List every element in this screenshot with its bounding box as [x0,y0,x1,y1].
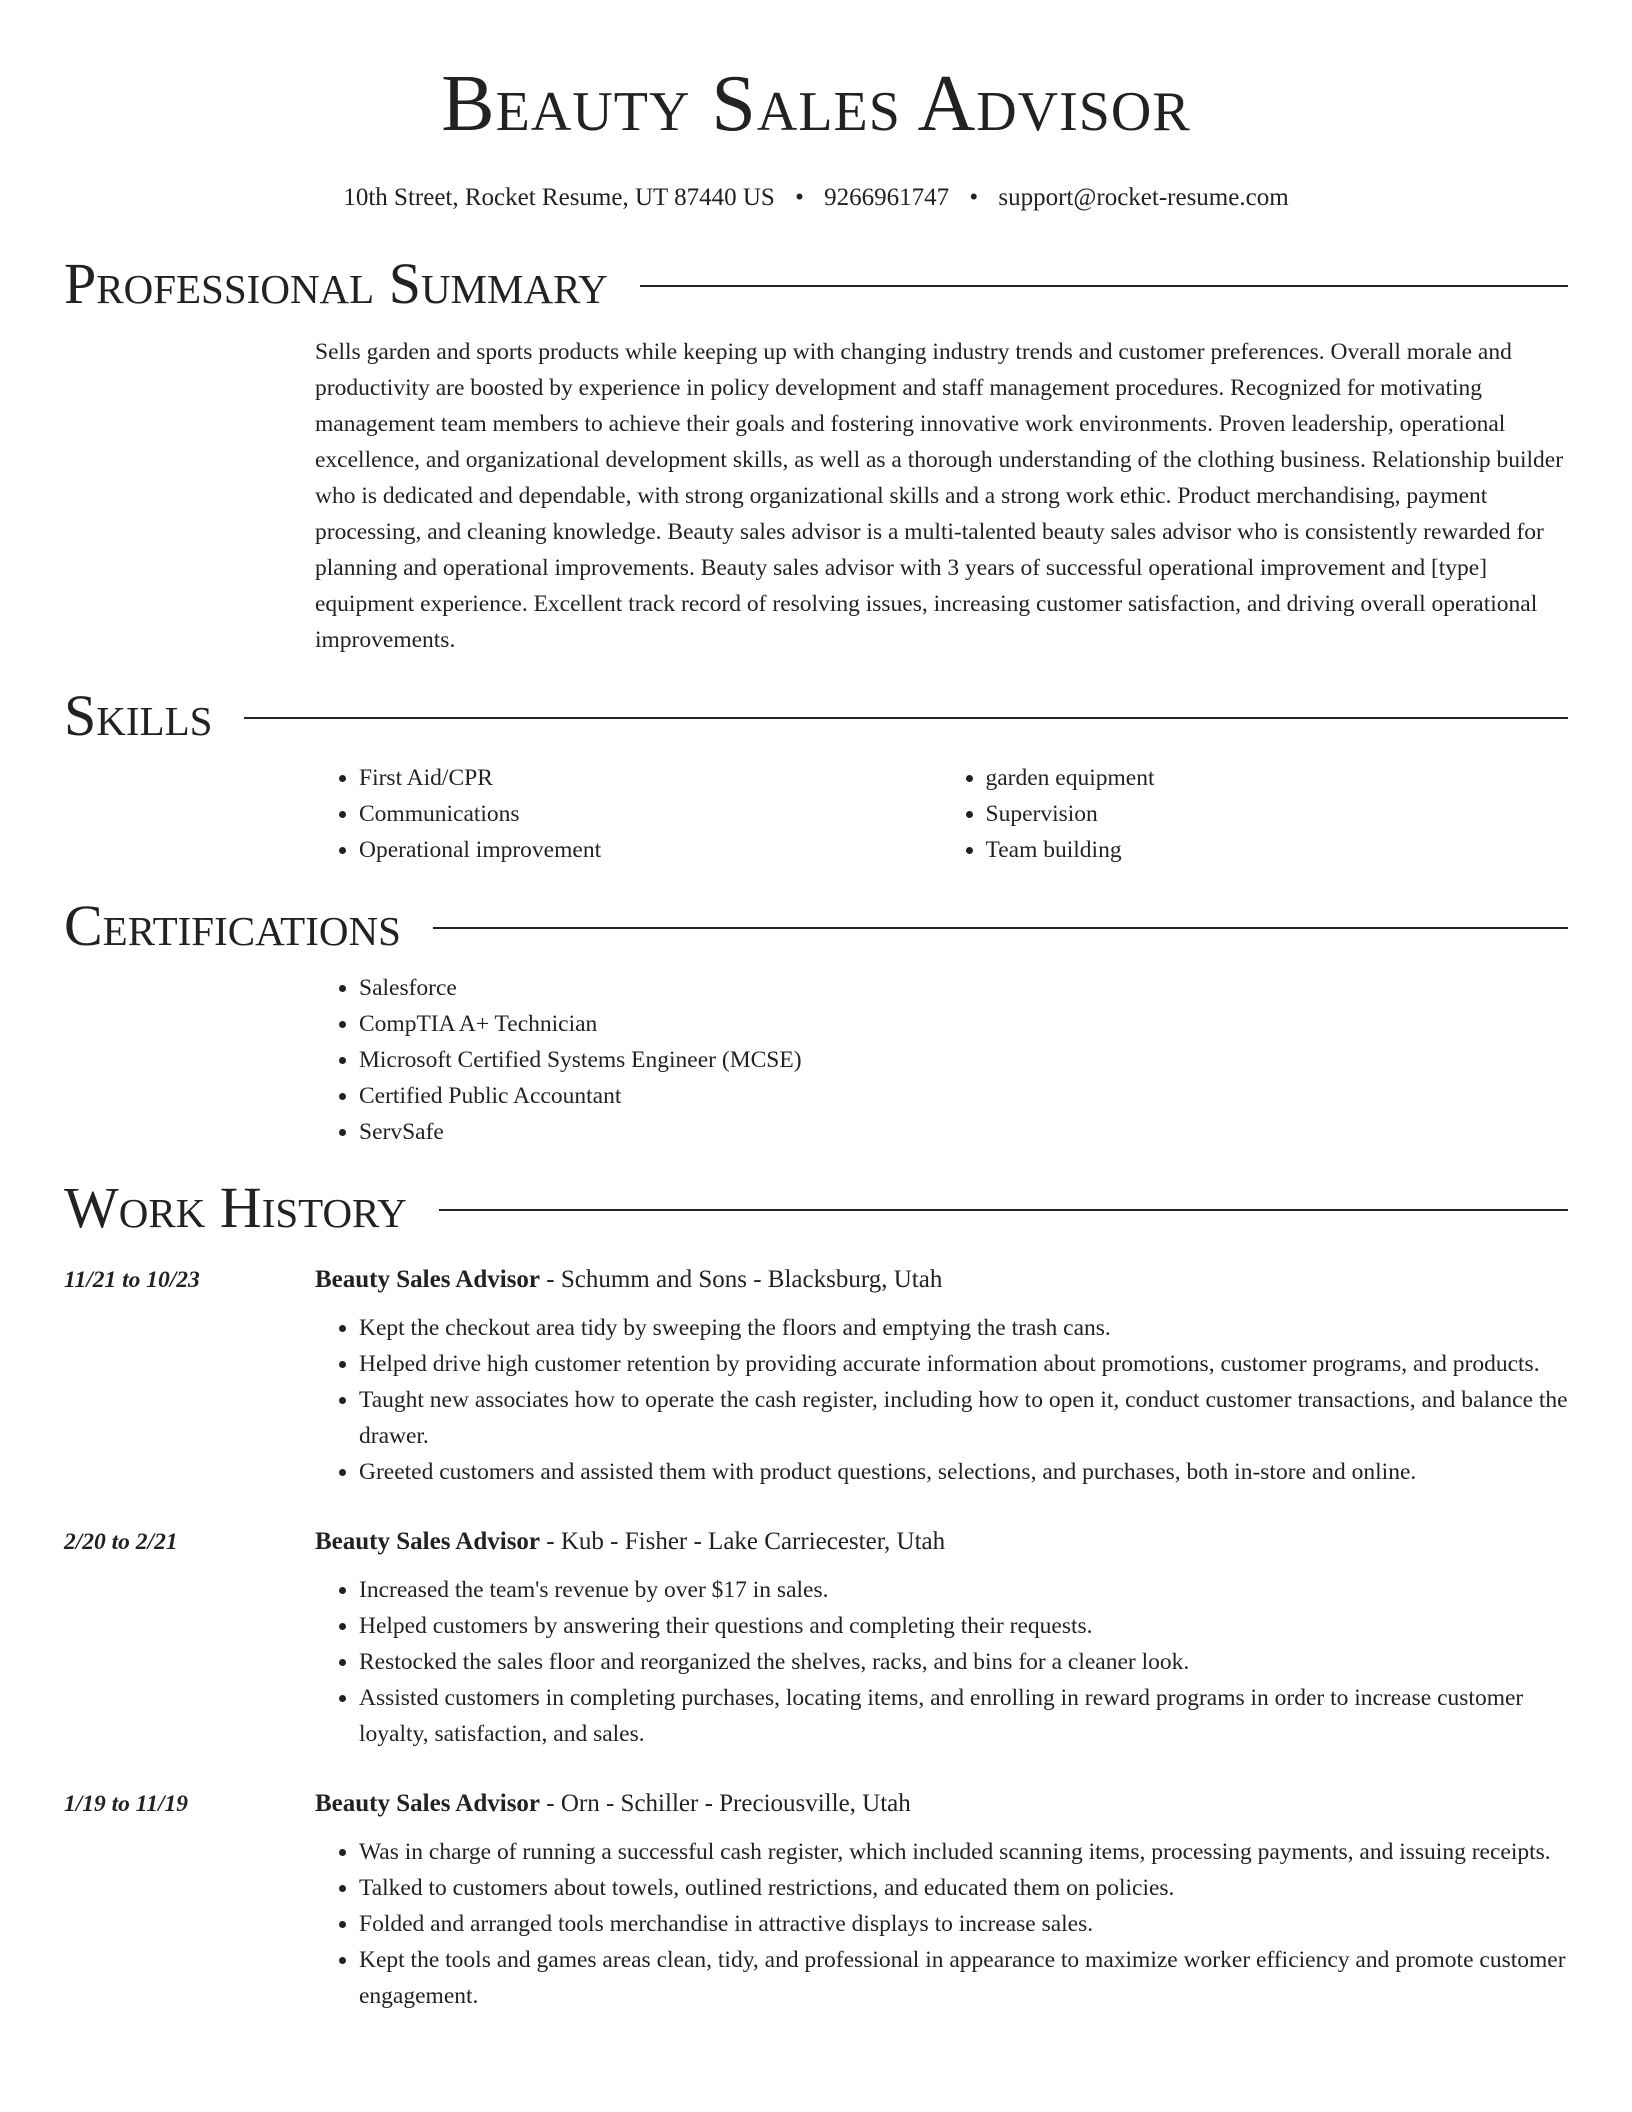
skills-section-header [64,684,1568,748]
job-bullet: • Kept the checkout area tidy by sweeping the floors and emptying the trash cans. [359,1310,1568,1346]
job-bullet: • Increased the team's revenue by over $17 in sales. [359,1572,1568,1608]
job-dates: 1/19 to 11/19 [64,1791,189,1817]
job-entry [64,1524,1568,1752]
certification-item: • Salesforce [359,970,1568,1006]
job-bullet: • Kept the tools and games areas clean, tidy, and professional in appearance to maximize worker efficiency and promote customer engagement. [359,1942,1568,2014]
skill-item: • garden equipment [986,760,1569,796]
job-role: Beauty Sales Advisor [315,1790,541,1817]
section-divider [640,285,1568,287]
job-heading [315,1262,1568,1298]
job-bullet: • Helped customers by answering their questions and completing their requests. [359,1608,1568,1644]
certifications-list [315,970,1568,1150]
job-bullet: • Restocked the sales floor and reorganized the shelves, racks, and bins for a cleaner look. [359,1644,1568,1680]
job-bullet: • Helped drive high customer retention by providing accurate information about promotions, customer programs, and products. [359,1346,1568,1382]
job-bullet: • Taught new associates how to operate the cash register, including how to open it, conduct customer transactions, and balance the drawer. [359,1382,1568,1454]
job-heading [315,1524,1568,1560]
certification-item: • Certified Public Accountant [359,1078,1568,1114]
work-section-header [64,1176,1568,1240]
job-employer: - Kub - Fisher - Lake Carriecester, Utah [540,1528,946,1555]
separator-dot: • [969,184,979,211]
summary-text: Sells garden and sports products while keeping up with changing industry trends and customer preferences. Overall morale and productivity are boosted by experience in policy development and staff management procedures. Recognized for motivating management team members to achieve their goals and fostering innovative work environments. Proven leadership, operational excellence, and organizational development skills, as well as a thorough understanding of the clothing business. Relationship builder who is dedicated and dependable, with strong organizational skills and a strong work ethic. Product merchandising, payment processing, and cleaning knowledge. Beauty sales advisor is a multi-talented beauty sales advisor who is consistently rewarded for planning and operational improvements. Beauty sales advisor with 3 years of successful operational improvement and [type] equipment experience. Excellent track record of resolving issues, increasing customer satisfaction, and driving overall operational improvements. [315,339,1564,653]
summary-section-header [64,252,1568,316]
job-bullet: • Talked to customers about towels, outlined restrictions, and educated them on policies. [359,1870,1568,1906]
section-divider [433,927,1568,929]
candidate-name: Beauty Sales Advisor [441,60,1191,148]
job-role: Beauty Sales Advisor [315,1528,541,1555]
section-divider [244,717,1568,719]
job-bullet: • Greeted customers and assisted them with product questions, selections, and purchases, both in-store and online. [359,1454,1568,1490]
job-employer: - Orn - Schiller - Preciousville, Utah [540,1790,911,1817]
skills-column-right [942,760,1569,868]
job-bullets [315,1834,1568,2014]
section-divider [439,1209,1568,1211]
skill-item: • Communications [359,796,942,832]
phone: 9266961747 [824,184,950,211]
skills-list [315,760,1568,868]
skill-item: • First Aid/CPR [359,760,942,796]
job-entry [64,1262,1568,1490]
separator-dot: • [795,184,804,211]
skill-item: • Operational improvement [359,832,942,868]
certification-item: • Microsoft Certified Systems Engineer (MCSE) [359,1042,1568,1078]
skills-column-left [315,760,942,868]
job-dates: 11/21 to 10/23 [64,1267,200,1293]
job-bullet: • Was in charge of running a successful cash register, which included scanning items, processing payments, and issuing receipts. [359,1834,1568,1870]
summary-title: Professional Summary [64,251,608,316]
job-bullet: • Folded and arranged tools merchandise in attractive displays to increase sales. [359,1906,1568,1942]
certifications-section-header [64,894,1568,958]
skill-item: • Supervision [986,796,1569,832]
address: 10th Street, Rocket Resume, UT 87440 US [343,184,775,211]
skills-title: Skills [64,683,213,748]
job-role: Beauty Sales Advisor [315,1266,541,1293]
certification-item: • ServSafe [359,1114,1568,1150]
work-title: Work History [64,1175,407,1240]
summary-section [315,334,1568,658]
job-entry [64,1786,1568,2014]
job-employer: - Schumm and Sons - Blacksburg, Utah [540,1266,943,1293]
certifications-title: Certifications [64,893,401,958]
job-bullet: • Assisted customers in completing purchases, locating items, and enrolling in reward programs in order to increase customer loyalty, satisfaction, and sales. [359,1680,1568,1752]
job-dates: 2/20 to 2/21 [64,1529,178,1555]
email: support@rocket-resume.com [998,184,1289,211]
job-bullets [315,1310,1568,1490]
certification-item: • CompTIA A+ Technician [359,1006,1568,1042]
job-heading [315,1786,1568,1822]
job-bullets [315,1572,1568,1752]
contact-line [64,182,1568,214]
skill-item: • Team building [986,832,1569,868]
